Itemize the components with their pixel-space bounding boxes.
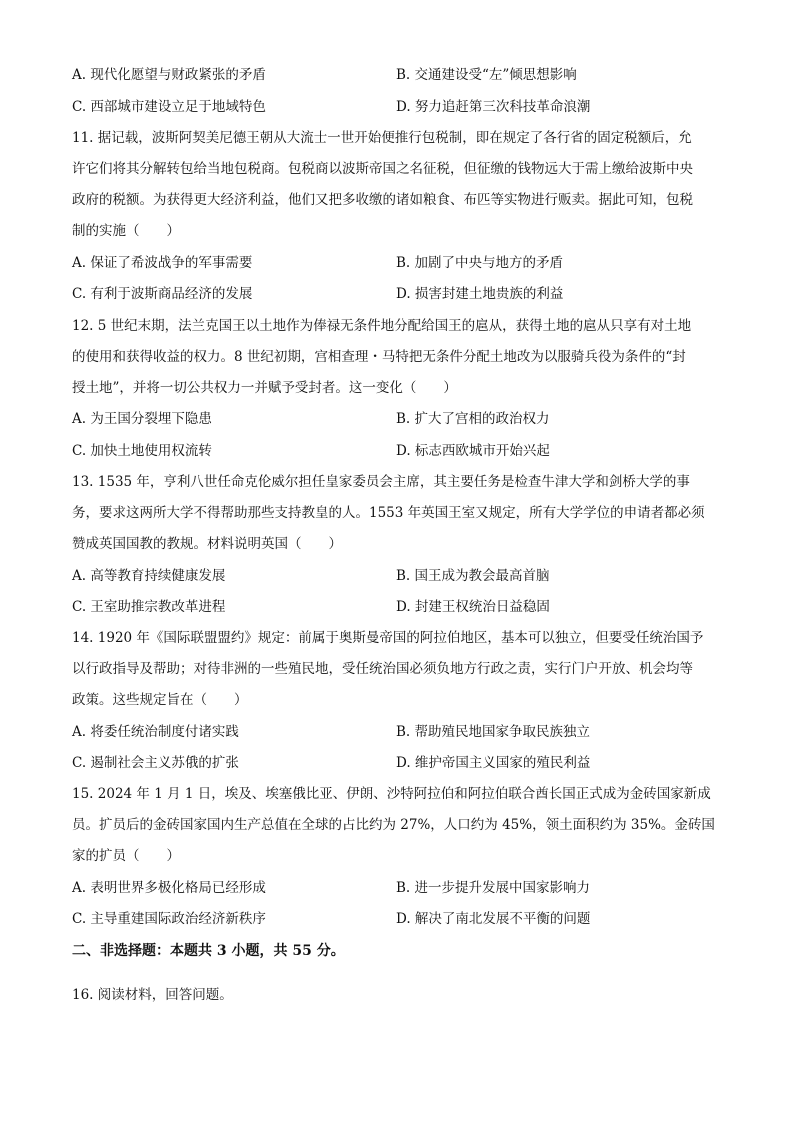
q15-stem-line-2: 员。扩员后的金砖国家国内生产总值在全球的占比约为 27%，人口约为 45%，领土面积约为 35%。金砖国: [72, 817, 715, 833]
q14-option-a: A. 将委任统治制度付诸实践: [72, 724, 239, 740]
q11-stem-line-1: 11. 据记载，波斯阿契美尼德王朝从大流士一世开始便推行包税制，即在规定了各行省的固定税额后，允: [72, 130, 692, 146]
q12-stem-line-1: 12. 5 世纪末期，法兰克国王以土地作为俸禄无条件地分配给国王的扈从，获得土地的扈从只享有对土地: [72, 318, 692, 334]
q14-stem-line-1: 14. 1920 年《国际联盟盟约》规定：前属于奥斯曼帝国的阿拉伯地区，基本可以独立，但要受任统治国予: [72, 630, 704, 646]
q13-stem-line-1: 13. 1535 年，亨利八世任命克伦威尔担任皇家委员会主席，其主要任务是检查牛津大学和剑桥大学的事: [72, 474, 690, 490]
q14-stem-line-3: 政策。这些规定旨在（ ）: [72, 692, 248, 708]
q10-option-c: C. 西部城市建设立足于地域特色: [72, 99, 266, 115]
q11-option-d: D. 损害封建土地贵族的利益: [396, 286, 564, 302]
q15-stem-line-1: 15. 2024 年 1 月 1 日，埃及、埃塞俄比亚、伊朗、沙特阿拉伯和阿拉伯联合酋长国正式成为金砖国家新成: [72, 786, 711, 802]
q12-option-c: C. 加快土地使用权流转: [72, 443, 212, 459]
q10-option-b: B. 交通建设受“左”倾思想影响: [396, 67, 577, 83]
q15-option-b: B. 进一步提升发展中国家影响力: [396, 880, 591, 896]
q12-option-d: D. 标志西欧城市开始兴起: [396, 443, 550, 459]
q11-stem-line-4: 制的实施（ ）: [72, 223, 180, 239]
q13-option-a: A. 高等教育持续健康发展: [72, 568, 226, 584]
q14-option-c: C. 遏制社会主义苏俄的扩张: [72, 755, 239, 771]
q15-option-c: C. 主导重建国际政治经济新秩序: [72, 911, 266, 927]
q13-option-c: C. 王室助推宗教改革进程: [72, 599, 226, 615]
q14-stem-line-2: 以行政指导及帮助；对待非洲的一些殖民地，受任统治国必须负地方行政之责，实行门户开放、机会均等: [72, 661, 693, 677]
q12-stem-line-2: 的使用和获得收益的权力。8 世纪初期，宫相查理・马特把无条件分配土地改为以服骑兵役为条件的“封: [72, 349, 686, 365]
q15-option-a: A. 表明世界多极化格局已经形成: [72, 880, 266, 896]
q11-stem-line-2: 许它们将其分解转包给当地包税商。包税商以波斯帝国之名征税，但征缴的钱物远大于需上缴给波斯中央: [72, 161, 693, 177]
q15-stem-line-3: 家的扩员（ ）: [72, 848, 180, 864]
q11-option-b: B. 加剧了中央与地方的矛盾: [396, 255, 564, 271]
q10-option-d: D. 努力追赶第三次科技革命浪潮: [396, 99, 591, 115]
q10-option-a: A. 现代化愿望与财政紧张的矛盾: [72, 67, 266, 83]
q14-option-d: D. 维护帝国主义国家的殖民利益: [396, 755, 591, 771]
q16-stem: 16. 阅读材料，回答问题。: [72, 987, 233, 1003]
q11-stem-line-3: 政府的税额。为获得更大经济利益，他们又把多收缴的诸如粮食、布匹等实物进行贩卖。据此可知，包税: [72, 192, 693, 208]
q13-stem-line-2: 务，要求这两所大学不得帮助那些支持教皇的人。1553 年英国王室又规定，所有大学学位的申请者都必须: [72, 505, 705, 521]
q13-option-b: B. 国王成为教会最高首脑: [396, 568, 550, 584]
q11-option-c: C. 有利于波斯商品经济的发展: [72, 286, 253, 302]
q13-stem-line-3: 赞成英国国教的教规。材料说明英国（ ）: [72, 536, 342, 552]
q15-option-d: D. 解决了南北发展不平衡的问题: [396, 911, 591, 927]
q12-option-a: A. 为王国分裂埋下隐患: [72, 411, 212, 427]
q12-stem-line-3: 授土地”，并将一切公共权力一并赋予受封者。这一变化（ ）: [72, 380, 457, 396]
q11-option-a: A. 保证了希波战争的军事需要: [72, 255, 253, 271]
section-heading: 二、非选择题：本题共 3 小题，共 55 分。: [72, 943, 345, 959]
q12-option-b: B. 扩大了宫相的政治权力: [396, 411, 550, 427]
q14-option-b: B. 帮助殖民地国家争取民族独立: [396, 724, 591, 740]
q13-option-d: D. 封建王权统治日益稳固: [396, 599, 550, 615]
